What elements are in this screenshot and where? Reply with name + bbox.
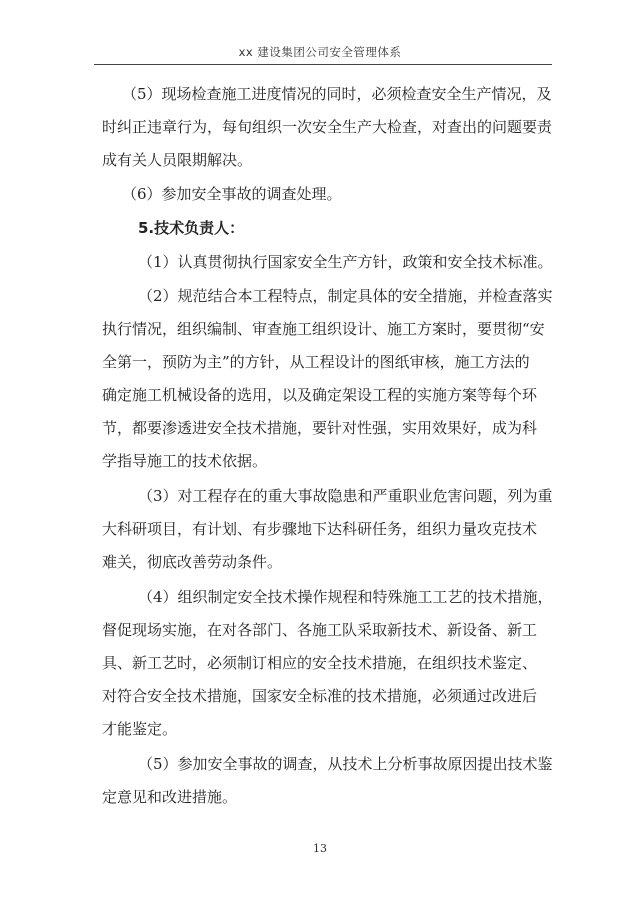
text-line: 成有关人员限期解决。	[102, 151, 253, 169]
text-line: 学指导施工的技术依据。	[102, 452, 268, 470]
text-line: （1）认真贯彻执行国家安全生产方针，政策和安全技术标准。	[138, 253, 553, 271]
text-line: 全第一，预防为主”的方针，从工程设计的图纸审核，施工方法的	[102, 353, 530, 371]
text-line: 具、新工艺时，必须制订相应的安全技术措施，在组织技术鉴定、	[102, 654, 538, 672]
text-line: 定意见和改进措施。	[102, 788, 238, 806]
text-line: 大科研项目，有计划、有步骤地下达科研任务，组织力量攻克技术	[102, 520, 538, 538]
section-heading: 5.技术负责人：	[138, 219, 245, 237]
text-line: （2）规范结合本工程特点，制定具体的安全措施，并检查落实	[138, 287, 553, 305]
text-line: 节，都要渗透进安全技术措施，要针对性强，实用效果好，成为科	[102, 419, 538, 437]
text-line: 才能鉴定。	[102, 720, 178, 738]
text-line: （3）对工程存在的重大事故隐患和严重职业危害问题，列为重	[138, 487, 553, 505]
document-header: xx 建设集团公司安全管理体系	[238, 45, 402, 59]
text-line: 督促现场实施，在对各部门、各施工队采取新技术、新设备、新工	[102, 621, 538, 639]
text-line: （5）参加安全事故的调查，从技术上分析事故原因提出技术鉴	[138, 755, 553, 773]
page-number: 13	[313, 842, 327, 855]
header-rule	[94, 64, 552, 65]
text-line: （6）参加安全事故的调查处理。	[122, 185, 342, 203]
text-line: （5）现场检查施工进度情况的同时，必须检查安全生产情况，及	[122, 85, 552, 103]
text-line: （4）组织制定安全技术操作规程和特殊施工工艺的技术措施，	[138, 588, 553, 606]
text-line: 难关，彻底改善劳动条件。	[102, 553, 283, 571]
text-line: 时纠正违章行为，每旬组织一次安全生产大检查，对查出的问题要责	[102, 118, 553, 136]
text-line: 对符合安全技术措施，国家安全标准的技术措施，必须通过改进后	[102, 687, 538, 705]
text-line: 确定施工机械设备的选用，以及确定架设工程的实施方案等每个环	[102, 386, 538, 404]
text-line: 执行情况，组织编制、审查施工组织设计、施工方案时，要贯彻“安	[102, 320, 545, 338]
